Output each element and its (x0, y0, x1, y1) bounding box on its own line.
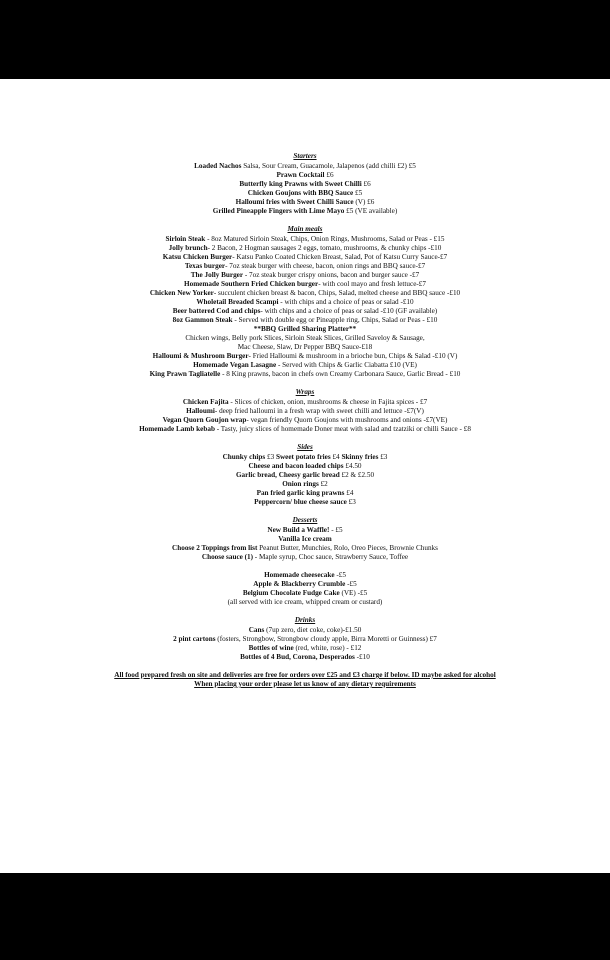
item-name: Halloumi & Mushroom Burger (152, 352, 249, 360)
item-name: Halloumi fries with Sweet Chilli Sauce (235, 198, 354, 206)
menu-item (0, 325, 610, 334)
item-description: - Maple syrup, Choc sauce, Strawberry Sauce, Toffee (253, 553, 409, 561)
menu-item (0, 489, 610, 498)
item-description: - vegan friendly Quorn Goujons with mushrooms and onions -£7(VE) (246, 416, 448, 424)
menu-item (0, 253, 610, 262)
item-name: Homemade Vegan Lasagne (193, 361, 277, 369)
section-title: Desserts (292, 516, 318, 524)
menu-item (0, 535, 610, 544)
item-description: (VE) -£5 (339, 589, 368, 597)
item-description: Chicken wings, Belly pork Slices, Sirloin Steak Slices, Grilled Saveloy & Sausage, (185, 334, 425, 342)
item-description: £4 (330, 453, 342, 461)
item-description: - succulent chicken breast & bacon, Chips, Salad, melted cheese and BBQ sauce -£10 (213, 289, 461, 297)
item-description: - with chips and a choice of peas or salad -£10 (278, 298, 414, 306)
item-name: King Prawn Tagliatelle (149, 370, 221, 378)
item-description: £3 (378, 453, 388, 461)
item-description: - 7oz steak burger crispy onions, bacon and burger sauce -£7 (243, 271, 420, 279)
item-description: - 8oz Matured Sirloin Steak, Chips, Onion Rings, Mushrooms, Salad or Peas - £15 (205, 235, 445, 243)
item-name: Sirloin Steak (165, 235, 206, 243)
item-name: Vegan Quorn Goujon wrap (162, 416, 247, 424)
item-description: - Served with Chips & Garlic Ciabatta £10 (VE) (276, 361, 417, 369)
item-name: 2 pint cartons (173, 635, 216, 643)
item-name: Halloumi (186, 407, 215, 415)
section-starters (0, 152, 610, 216)
item-name: Jolly brunch (168, 244, 208, 252)
section-title: Sides (297, 443, 313, 451)
item-description: - 8 King prawns, bacon in chefs own Creamy Carbonara Sauce, Garlic Bread - £10 (220, 370, 461, 378)
item-name: Vanilla Ice cream (278, 535, 332, 543)
item-description: -£5 (345, 580, 357, 588)
item-name: Belgium Chocolate Fudge Cake (242, 589, 340, 597)
menu-item (0, 425, 610, 434)
item-description: £6 (324, 171, 334, 179)
item-name: Prawn Cocktail (276, 171, 325, 179)
item-description: (V) £6 (353, 198, 375, 206)
item-description: £5 (353, 189, 363, 197)
item-description: £2 (318, 480, 328, 488)
item-name: Chunky chips (222, 453, 266, 461)
item-description: £3 (265, 453, 276, 461)
item-description: £2 & £2.50 (339, 471, 375, 479)
menu-item (0, 352, 610, 361)
item-name: Grilled Pineapple Fingers with Lime Mayo (212, 207, 345, 215)
item-name: Pan fried garlic king prawns (256, 489, 345, 497)
item-description: - Tasty, juicy slices of homemade Doner meat with salad and tzatziki or chilli Sauce - £8 (214, 425, 471, 433)
menu-item (0, 162, 610, 171)
item-description: - with cool mayo and fresh lettuce-£7 (318, 280, 426, 288)
item-name: Homemade Lamb kebab (139, 425, 215, 433)
menu-item (0, 207, 610, 216)
item-description: Peanut Butter, Munchies, Rolo, Oreo Pieces, Brownie Chunks (257, 544, 438, 552)
item-description: (7up zero, diet coke, coke)-£1.50 (264, 626, 362, 634)
item-description: (all served with ice cream, whipped cream or custard) (227, 598, 383, 606)
menu-item (0, 180, 610, 189)
menu-item (0, 653, 610, 662)
menu-item (0, 235, 610, 244)
menu-item (0, 480, 610, 489)
section-title: Main meals (287, 225, 323, 233)
section-main-meals (0, 225, 610, 379)
item-description: - 2 Bacon, 2 Hogman sausages 2 eggs, tomato, mushrooms, & chunky chips -£10 (207, 244, 442, 252)
menu-item (0, 626, 610, 635)
spacer (0, 562, 610, 571)
item-name: Chicken New Yorker (149, 289, 214, 297)
item-name: Texas burger (184, 262, 226, 270)
item-name: Chicken Fajita (182, 398, 229, 406)
item-name: Onion rings (282, 480, 319, 488)
item-name: Choose sauce (1) (201, 553, 253, 561)
item-name: Peppercorn/ blue cheese sauce (254, 498, 347, 506)
item-description: - Katsu Panko Coated Chicken Breast, Salad, Pot of Katsu Curry Sauce-£7 (232, 253, 448, 261)
menu-item (0, 644, 610, 653)
item-description: - 7oz steak burger with cheese, bacon, onion rings and BBQ sauce-£7 (225, 262, 426, 270)
menu-item (0, 471, 610, 480)
menu-item (0, 244, 610, 253)
item-name: Sweet potato fries (275, 453, 331, 461)
item-description: £6 (361, 180, 371, 188)
menu-item (0, 544, 610, 553)
item-description: - Slices of chicken, onion, mushrooms & cheese in Fajita spices - £7 (228, 398, 428, 406)
menu-item (0, 453, 610, 462)
menu-item (0, 262, 610, 271)
menu-item (0, 416, 610, 425)
menu-item (0, 553, 610, 562)
footer-delivery-note: All food prepared fresh on site and deliveries are free for orders over £25 and £3 charge if below. ID maybe asked for alcohol (114, 671, 496, 679)
item-name: Cheese and bacon loaded chips (248, 462, 344, 470)
section-desserts (0, 516, 610, 607)
item-name: Loaded Nachos (194, 162, 242, 170)
section-wraps (0, 388, 610, 434)
item-name: Homemade cheesecake (264, 571, 335, 579)
menu-item (0, 189, 610, 198)
menu-item (0, 462, 610, 471)
item-name: The Jolly Burger (190, 271, 244, 279)
item-description: -£10 (354, 653, 370, 661)
menu-item (0, 370, 610, 379)
item-description: £4.50 (343, 462, 362, 470)
item-name: Katsu Chicken Burger (162, 253, 233, 261)
menu-item (0, 589, 610, 598)
menu-body (0, 152, 610, 689)
item-name: New Build a Waffle! (267, 526, 330, 534)
footer-dietary-note: When placing your order please let us know of any dietary requirements (194, 680, 416, 688)
item-name: Butterfly king Prawns with Sweet Chilli (239, 180, 362, 188)
menu-item (0, 316, 610, 325)
menu-item (0, 580, 610, 589)
item-description: (red, white, rose) - £12 (293, 644, 362, 652)
menu-item (0, 198, 610, 207)
menu-item (0, 307, 610, 316)
item-description: £5 (VE available) (344, 207, 398, 215)
item-description: Salsa, Sour Cream, Guacamole, Jalapenos (add chilli £2) £5 (241, 162, 416, 170)
menu-page (0, 79, 610, 873)
menu-item (0, 334, 610, 343)
item-description: (fosters, Strongbow, Strongbow cloudy apple, Birra Moretti or Guinness) £7 (215, 635, 437, 643)
menu-item (0, 298, 610, 307)
menu-item (0, 398, 610, 407)
menu-item (0, 498, 610, 507)
item-name: Choose 2 Toppings from list (172, 544, 258, 552)
menu-item (0, 526, 610, 535)
section-drinks (0, 616, 610, 662)
section-title: Starters (293, 152, 317, 160)
menu-item (0, 343, 610, 352)
item-name: Chicken Goujons with BBQ Sauce (247, 189, 354, 197)
section-title: Drinks (294, 616, 316, 624)
item-name: Bottles of 4 Bud, Corona, Desperados (240, 653, 355, 661)
item-name: Apple & Blackberry Crumble (253, 580, 346, 588)
item-name: Skinny fries (341, 453, 379, 461)
item-description: -£5 (334, 571, 346, 579)
item-name: Wholetail Breaded Scampi (196, 298, 279, 306)
item-name: **BBQ Grilled Sharing Platter** (253, 325, 357, 333)
item-description: £4 (344, 489, 354, 497)
item-name: 8oz Gammon Steak (172, 316, 233, 324)
item-name: Bottles of wine (248, 644, 294, 652)
menu-item (0, 571, 610, 580)
item-description: £3 (346, 498, 356, 506)
menu-item (0, 289, 610, 298)
item-description: Mac Cheese, Slaw, Dr Pepper BBQ Sauce-£18 (237, 343, 373, 351)
item-description: - Served with double egg or Pineapple ring, Chips, Salad or Peas - £10 (232, 316, 438, 324)
menu-item (0, 280, 610, 289)
menu-footer (0, 671, 610, 689)
item-description: - £5 (329, 526, 343, 534)
item-description: - Fried Halloumi & mushroom in a brioche bun, Chips & Salad -£10 (V) (248, 352, 458, 360)
item-description: - with chips and a choice of peas or salad -£10 (GF available) (260, 307, 438, 315)
menu-item (0, 635, 610, 644)
menu-item (0, 361, 610, 370)
menu-item (0, 407, 610, 416)
section-sides (0, 443, 610, 507)
item-name: Garlic bread, Cheesy garlic bread (235, 471, 340, 479)
menu-item (0, 271, 610, 280)
menu-item (0, 171, 610, 180)
item-name: Cans (248, 626, 265, 634)
item-name: Homemade Southern Fried Chicken burger (184, 280, 319, 288)
menu-item (0, 598, 610, 607)
section-title: Wraps (295, 388, 315, 396)
item-description: - deep fried halloumi in a fresh wrap with sweet chilli and lettuce -£7(V) (214, 407, 424, 415)
item-name: Beer battered Cod and chips (172, 307, 261, 315)
